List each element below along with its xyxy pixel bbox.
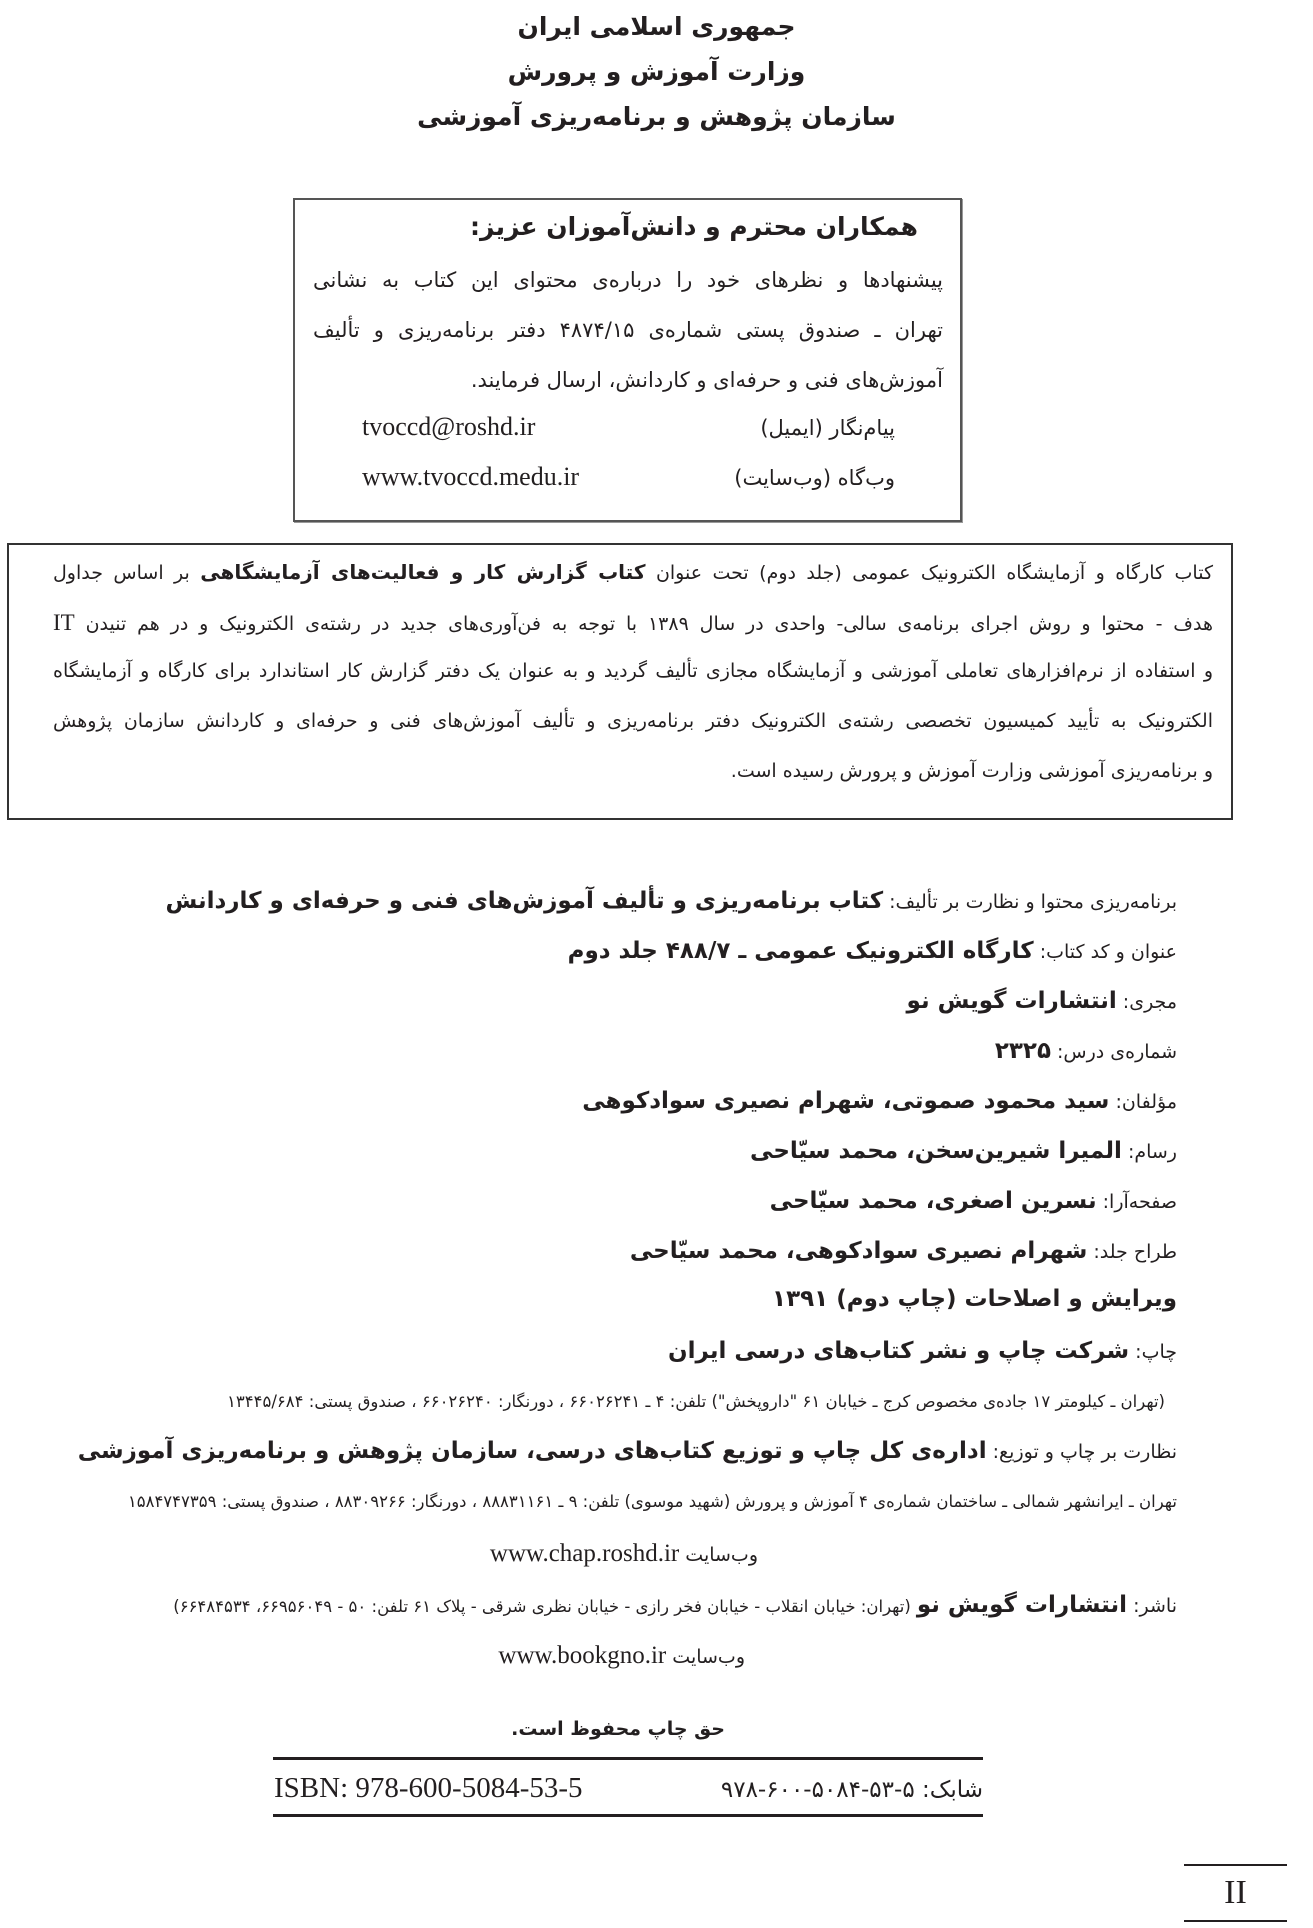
- website-label: وب‌گاه (وب‌سایت): [734, 466, 895, 490]
- intro-line-2: [53, 610, 1213, 636]
- feedback-heading: همکاران محترم و دانش‌آموزان عزیز:: [470, 212, 918, 241]
- page-number-top-rule: [1184, 1864, 1287, 1866]
- publisher-website-link[interactable]: www.bookgno.ir: [498, 1642, 667, 1669]
- credit-value: نسرین اصغری، محمد سیّاحی: [769, 1188, 1097, 1214]
- credit-value: ۲۳۲۵: [994, 1038, 1051, 1064]
- feedback-line: تهران ـ صندوق پستی شماره‌ی ۴۸۷۴/۱۵ دفتر برنامه‌ریزی و تألیف: [313, 318, 943, 342]
- printer-row: [668, 1338, 1177, 1364]
- publisher-name: انتشارات گویش نو: [916, 1592, 1128, 1618]
- credit-label: مؤلفان:: [1115, 1091, 1177, 1113]
- header-organization: سازمان پژوهش و برنامه‌ریزی آموزشی: [417, 102, 896, 131]
- isbn-english: ISBN: 978-600-5084-53-5: [274, 1772, 583, 1804]
- edition-note: ویرایش و اصلاحات (چاپ دوم) ۱۳۹۱: [772, 1286, 1177, 1312]
- distribution-address: تهران ـ ایرانشهر شمالی ـ ساختمان شماره‌ی ۴ آموزش و پرورش (شهید موسوی) تلفن: ۹ ـ ۸۸۸۳۱۱۶۱ ، دورنگار: ۸۸۳۰۹۲۶۶ ، صندوق پستی: ۱۵۸۴۷۴۷۳۵۹: [127, 1492, 1177, 1511]
- feedback-line: آموزش‌های فنی و حرفه‌ای و کاردانش، ارسال فرمایند.: [470, 368, 943, 392]
- header-country: جمهوری اسلامی ایران: [517, 12, 796, 41]
- credit-label: برنامه‌ریزی محتوا و نظارت بر تألیف:: [889, 891, 1177, 913]
- website-link[interactable]: www.tvoccd.medu.ir: [362, 462, 580, 491]
- credit-row: [907, 988, 1177, 1014]
- intro-it: IT: [53, 610, 75, 635]
- intro-bold-title: کتاب گزارش کار و فعالیت‌های آزمایشگاهی: [200, 560, 646, 584]
- publisher-address: (تهران: خیابان انقلاب - خیابان فخر رازی - خیابان نظری شرقی - پلاک ۶۱ تلفن: ۵۰ - ۶۶۹۵۶۰۴۹، ۶۶۴۸۴۵۳۴): [173, 1597, 911, 1616]
- credit-value: انتشارات گویش نو: [906, 988, 1117, 1014]
- distribution-name: اداره‌ی کل چاپ و توزیع کتاب‌های درسی، سازمان پژوهش و برنامه‌ریزی آموزشی: [77, 1438, 987, 1464]
- distribution-label: نظارت بر چاپ و توزیع:: [992, 1441, 1177, 1463]
- credit-row: [165, 888, 1177, 914]
- publisher-row: [173, 1592, 1177, 1618]
- email-label: پیام‌نگار (ایمیل): [760, 416, 895, 440]
- printer-name: شرکت چاپ و نشر کتاب‌های درسی ایران: [668, 1338, 1130, 1364]
- intro-line-1: [53, 560, 1213, 584]
- credit-value: شهرام نصیری سوادکوهی، محمد سیّاحی: [629, 1238, 1088, 1264]
- isbn-persian-label: شابک:: [921, 1777, 983, 1803]
- publisher-website-label: وب‌سایت: [672, 1646, 745, 1668]
- credit-row: [770, 1188, 1177, 1214]
- credit-label: شماره‌ی درس:: [1057, 1041, 1177, 1063]
- credit-label: طراح جلد:: [1093, 1241, 1177, 1263]
- intro-text: هدف - محتوا و روش اجرای برنامه‌ی سالی- واحدی در سال ۱۳۸۹ با توجه به فن‌آوری‌های جدید در رشته‌ی الکترونیک و در هم تنیدن: [85, 613, 1213, 635]
- distribution-website-row: [490, 1540, 758, 1568]
- credit-value: سید محمود صموتی، شهرام نصیری سوادکوهی: [582, 1088, 1110, 1114]
- credit-row: [568, 938, 1177, 964]
- isbn-persian: [721, 1777, 983, 1803]
- isbn-bottom-rule: [273, 1814, 983, 1817]
- publisher-website-row: [498, 1642, 745, 1670]
- isbn-persian-value: ۹۷۸-۶۰۰-۵۰۸۴-۵۳-۵: [720, 1777, 915, 1803]
- credit-row: [750, 1138, 1177, 1164]
- distribution-row: [78, 1438, 1177, 1464]
- page-number: II: [1224, 1874, 1247, 1911]
- intro-text: بر اساس جداول: [53, 562, 190, 584]
- credit-value: کارگاه الکترونیک عمومی ـ ۴۸۸/۷ جلد دوم: [567, 938, 1034, 964]
- credit-label: عنوان و کد کتاب:: [1039, 941, 1177, 963]
- credit-value: المیرا شیرین‌سخن، محمد سیّاحی: [750, 1138, 1122, 1164]
- publisher-label: ناشر:: [1133, 1595, 1177, 1617]
- email-link[interactable]: tvoccd@roshd.ir: [362, 412, 536, 441]
- intro-line-4: الکترونیک به تأیید کمیسیون تخصصی رشته‌ی الکترونیک دفتر برنامه‌ریزی و تألیف آموزش‌های فنی و حرفه‌ای و کاردانش سازمان پژوهش: [53, 710, 1213, 732]
- intro-line-5: و برنامه‌ریزی آموزشی وزارت آموزش و پرورش رسیده است.: [730, 760, 1213, 782]
- credit-row: [995, 1038, 1177, 1064]
- distribution-website-label: وب‌سایت: [685, 1544, 758, 1566]
- credit-row: [582, 1088, 1177, 1114]
- intro-line-3: و استفاده از نرم‌افزارهای تعاملی آموزشی و آزمایشگاه مجازی تألیف گردید و به عنوان یک دفتر گزارش کار استاندارد برای کارگاه و آزمایشگاه: [53, 660, 1213, 682]
- printer-address: (تهران ـ کیلومتر ۱۷ جاده‌ی مخصوص کرج ـ خیابان ۶۱ "داروپخش") تلفن: ۴ ـ ۶۶۰۲۶۲۴۱ ، دورنگار: ۶۶۰۲۶۲۴۰ ، صندوق پستی: ۱۳۴۴۵/۶۸۴: [227, 1392, 1165, 1411]
- credit-label: مجری:: [1122, 991, 1177, 1013]
- credit-row: [630, 1238, 1177, 1264]
- credit-label: رسام:: [1127, 1141, 1177, 1163]
- printer-label: چاپ:: [1135, 1341, 1177, 1363]
- distribution-website-link[interactable]: www.chap.roshd.ir: [489, 1540, 680, 1567]
- isbn-top-rule: [273, 1757, 983, 1760]
- copyright-notice: حق چاپ محفوظ است.: [511, 1718, 725, 1740]
- credit-label: صفحه‌آرا:: [1102, 1191, 1177, 1213]
- credit-value: کتاب برنامه‌ریزی و تألیف آموزش‌های فنی و حرفه‌ای و کاردانش: [165, 888, 884, 914]
- header-ministry: وزارت آموزش و پرورش: [507, 57, 806, 86]
- page-number-bottom-rule: [1184, 1920, 1287, 1922]
- feedback-line: پیشنهادها و نظرهای خود را درباره‌ی محتوای این کتاب به نشانی: [313, 268, 943, 292]
- intro-text: کتاب کارگاه و آزمایشگاه الکترونیک عمومی (جلد دوم) تحت عنوان: [655, 562, 1213, 584]
